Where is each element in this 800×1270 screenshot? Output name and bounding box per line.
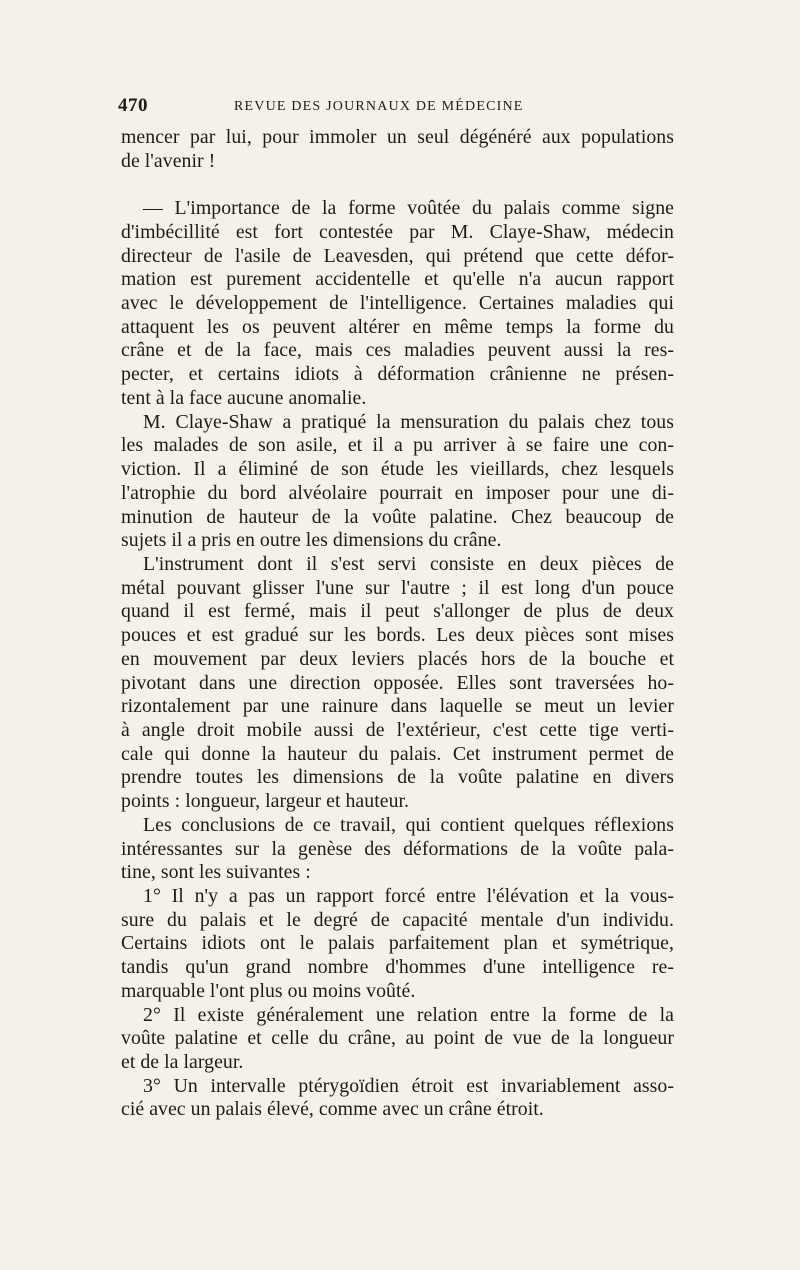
text-line: crâne et de la face, mais ces maladies peuvent aussi la res- [121, 339, 674, 362]
paragraph-gap [121, 173, 674, 197]
text-line: à angle droit mobile aussi de l'extérieur, c'est cette tige verti- [121, 718, 674, 741]
text-line: pecter, et certains idiots à déformation crânienne ne présen- [121, 363, 674, 386]
text-line: tine, sont les suivantes : [121, 861, 311, 884]
text-line: cale qui donne la hauteur du palais. Cet instrument permet de [121, 742, 674, 765]
text-line: quand il est fermé, mais il peut s'allonger de plus de deux [121, 600, 674, 623]
text-line: 3° Un intervalle ptérygoïdien étroit est invariablement asso- [143, 1074, 674, 1097]
text-line: mencer par lui, pour immoler un seul dégénéré aux populations [121, 126, 674, 148]
text-line: prendre toutes les dimensions de la voûte palatine en divers [121, 766, 674, 789]
text-line: viction. Il a éliminé de son étude les vieillards, chez lesquels [121, 458, 674, 481]
text-line: pouces et est gradué sur les bords. Les deux pièces sont mises [121, 624, 674, 647]
body-text [121, 126, 674, 1122]
text-line: de l'avenir ! [121, 149, 216, 172]
text-line: tandis qu'un grand nombre d'hommes d'une intelligence re- [121, 956, 674, 979]
text-line: pivotant dans une direction opposée. Elles sont traversées ho- [121, 671, 674, 694]
text-line: directeur de l'asile de Leavesden, qui prétend que cette défor- [121, 244, 674, 267]
text-line: 1° Il n'y a pas un rapport forcé entre l'élévation et la vous- [143, 885, 674, 907]
text-line: minution de hauteur de la voûte palatine. Chez beaucoup de [121, 505, 674, 528]
running-title: REVUE DES JOURNAUX DE MÉDECINE [234, 99, 524, 114]
text-line: métal pouvant glisser l'une sur l'autre ; il est long d'un pouce [121, 576, 674, 599]
page-header [118, 95, 678, 117]
text-line: cié avec un palais élevé, comme avec un crâne étroit. [121, 1098, 544, 1121]
text-line: attaquent les os peuvent altérer en même temps la forme du [121, 315, 674, 338]
text-line: — L'importance de la forme voûtée du palais comme signe [143, 197, 674, 220]
text-line: tent à la face aucune anomalie. [121, 386, 367, 409]
text-line: les malades de son asile, et il a pu arriver à se faire une con- [121, 434, 674, 457]
text-line: en mouvement par deux leviers placés hors de la bouche et [121, 647, 674, 670]
text-line: marquable l'ont plus ou moins voûté. [121, 979, 416, 1002]
text-line: voûte palatine et celle du crâne, au point de vue de la longueur [121, 1027, 674, 1050]
text-line: l'atrophie du bord alvéolaire pourrait en imposer pour une di- [121, 481, 674, 504]
text-line: 2° Il existe généralement une relation entre la forme de la [143, 1003, 674, 1026]
text-line: et de la largeur. [121, 1051, 244, 1074]
page-number: 470 [118, 95, 148, 116]
text-line: intéressantes sur la genèse des déformations de la voûte pala- [121, 837, 674, 860]
text-line: M. Claye-Shaw a pratiqué la mensuration du palais chez tous [143, 410, 674, 433]
text-line: rizontalement par une rainure dans laquelle se meut un levier [121, 695, 674, 718]
text-line: sujets il a pris en outre les dimensions du crâne. [121, 529, 502, 552]
text-line: avec le développement de l'intelligence. Certaines maladies qui [121, 292, 674, 315]
text-line: mation est purement accidentelle et qu'elle n'a aucun rapport [121, 268, 674, 291]
text-line: sure du palais et le degré de capacité mentale d'un individu. [121, 908, 674, 931]
text-line: points : longueur, largeur et hauteur. [121, 790, 410, 813]
text-line: d'imbécillité est fort contestée par M. Claye-Shaw, médecin [121, 220, 674, 243]
text-line: L'instrument dont il s'est servi consiste en deux pièces de [143, 552, 674, 575]
text-line: Certains idiots ont le palais parfaitement plan et symétrique, [121, 932, 674, 955]
text-line: Les conclusions de ce travail, qui contient quelques réflexions [143, 813, 674, 836]
